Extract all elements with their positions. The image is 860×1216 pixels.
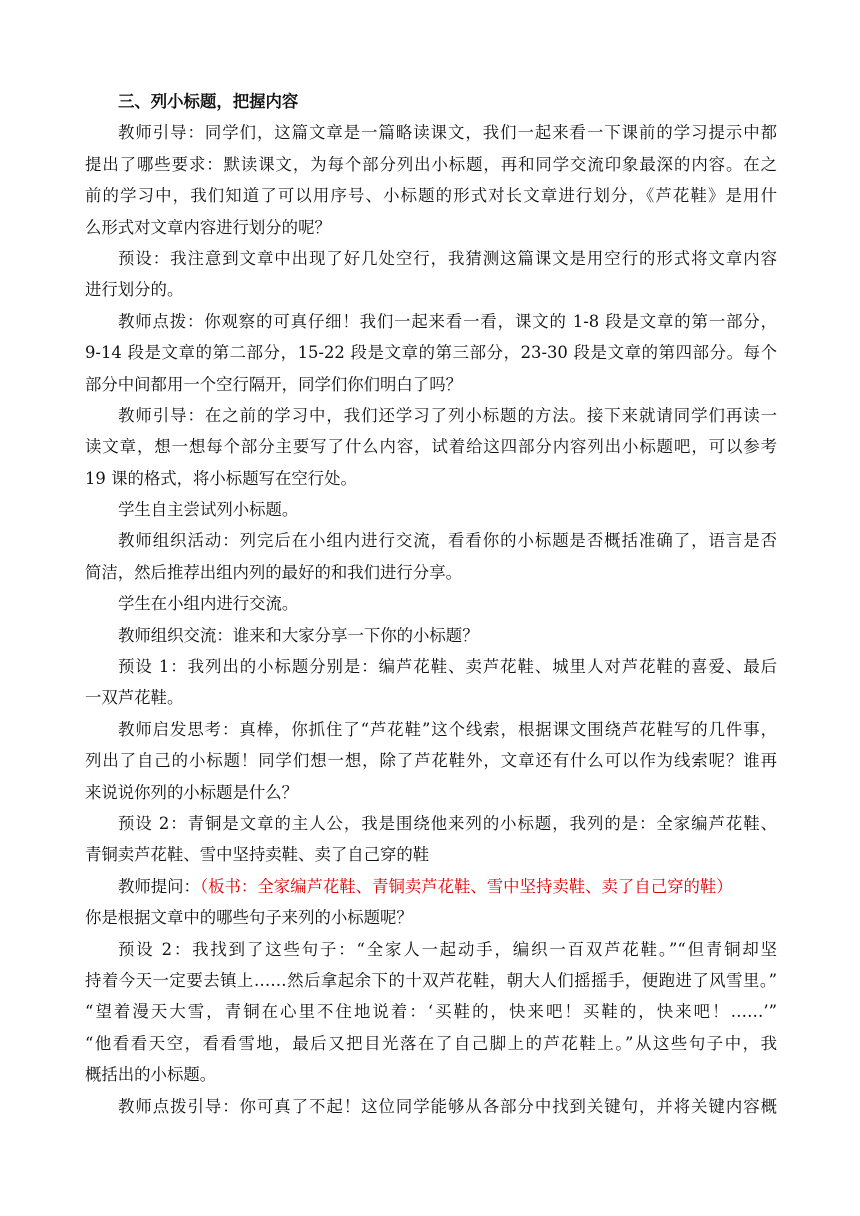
paragraph-line: 教师点拨引导：你可真了不起！这位同学能够从各部分中找到关键句，并将关键内容概 bbox=[118, 1096, 777, 1116]
paragraph-line: 部分中间都用一个空行隔开，同学们你们明白了吗？ bbox=[85, 374, 462, 394]
paragraph-line: 你是根据文章中的哪些句子来列的小标题呢？ bbox=[85, 908, 413, 928]
paragraph-line: 9-14 段是文章的第二部分，15-22 段是文章的第三部分，23-30 段是文章的第四部分。每个 bbox=[85, 343, 777, 363]
paragraph-line: 教师引导：同学们，这篇文章是一篇略读课文，我们一起来看一下课前的学习提示中都 bbox=[118, 123, 777, 143]
paragraph-line: 19 课的格式，将小标题写在空行处。 bbox=[85, 468, 357, 488]
paragraph-line: 么形式对文章内容进行划分的呢？ bbox=[85, 217, 331, 237]
paragraph-line: 一双芦花鞋。 bbox=[85, 688, 184, 708]
paragraph-line: 教师引导：在之前的学习中，我们还学习了列小标题的方法。接下来就请同学们再读一 bbox=[118, 405, 777, 425]
paragraph-line: 预设 2：我找到了这些句子：“全家人一起动手，编织一百双芦花鞋。”“但青铜却坚 bbox=[118, 939, 777, 959]
paragraph-line: 前的学习中，我们知道了可以用序号、小标题的形式对长文章进行划分，《芦花鞋》是用什 bbox=[85, 186, 777, 206]
question-prefix: 教师提问： bbox=[118, 876, 200, 896]
paragraph-line: 来说说你列的小标题是什么？ bbox=[85, 782, 299, 802]
paragraph-line: 学生在小组内进行交流。 bbox=[118, 594, 299, 614]
paragraph-line: 列出了自己的小标题！同学们想一想，除了芦花鞋外，文章还有什么可以作为线索呢？谁再 bbox=[85, 751, 777, 771]
paragraph-line: 预设 1：我列出的小标题分别是：编芦花鞋、卖芦花鞋、城里人对芦花鞋的喜爱、最后 bbox=[118, 657, 777, 677]
paragraph-line: 持着今天一定要去镇上……然后拿起余下的十双芦花鞋，朝大人们摇摇手，便跑进了风雪里。” bbox=[85, 970, 777, 990]
section-heading: 三、列小标题，把握内容 bbox=[118, 92, 299, 111]
paragraph-line: 进行划分的。 bbox=[85, 280, 184, 300]
paragraph-line: 概括出的小标题。 bbox=[85, 1065, 217, 1085]
paragraph-line: 读文章，想一想每个部分主要写了什么内容，试着给这四部分内容列出小标题吧，可以参考 bbox=[85, 437, 777, 457]
paragraph-line-with-board-note bbox=[85, 871, 777, 902]
paragraph-line: 青铜卖芦花鞋、雪中坚持卖鞋、卖了自己穿的鞋 bbox=[85, 845, 430, 865]
paragraph-line: 教师组织交流：谁来和大家分享一下你的小标题？ bbox=[118, 625, 479, 645]
paragraph-line: 预设 2：青铜是文章的主人公，我是围绕他来列的小标题，我列的是：全家编芦花鞋、 bbox=[118, 813, 777, 833]
paragraph-line: 简洁，然后推荐出组内列的最好的和我们进行分享。 bbox=[85, 562, 462, 582]
paragraph-line: “他看看天空，看看雪地，最后又把目光落在了自己脚上的芦花鞋上。”从这些句子中，我 bbox=[85, 1033, 777, 1053]
blackboard-note: （板书：全家编芦花鞋、青铜卖芦花鞋、雪中坚持卖鞋、卖了自己穿的鞋） bbox=[199, 876, 733, 896]
paragraph-line: “望着漫天大雪，青铜在心里不住地说着：‘买鞋的，快来吧！买鞋的，快来吧！……’” bbox=[85, 1002, 777, 1022]
paragraph-line: 预设：我注意到文章中出现了好几处空行，我猜测这篇课文是用空行的形式将文章内容 bbox=[118, 248, 777, 268]
paragraph-line: 学生自主尝试列小标题。 bbox=[118, 500, 299, 520]
paragraph-line: 教师启发思考：真棒，你抓住了“芦花鞋”这个线索，根据课文围绕芦花鞋写的几件事， bbox=[118, 719, 777, 739]
paragraph-line: 教师组织活动：列完后在小组内进行交流，看看你的小标题是否概括准确了，语言是否 bbox=[118, 531, 777, 551]
paragraph-line: 教师点拨：你观察的可真仔细！我们一起来看一看，课文的 1-8 段是文章的第一部分， bbox=[118, 311, 777, 331]
document-page bbox=[85, 86, 777, 1122]
paragraph-line: 提出了哪些要求：默读课文，为每个部分列出小标题，再和同学交流印象最深的内容。在之 bbox=[85, 154, 777, 174]
